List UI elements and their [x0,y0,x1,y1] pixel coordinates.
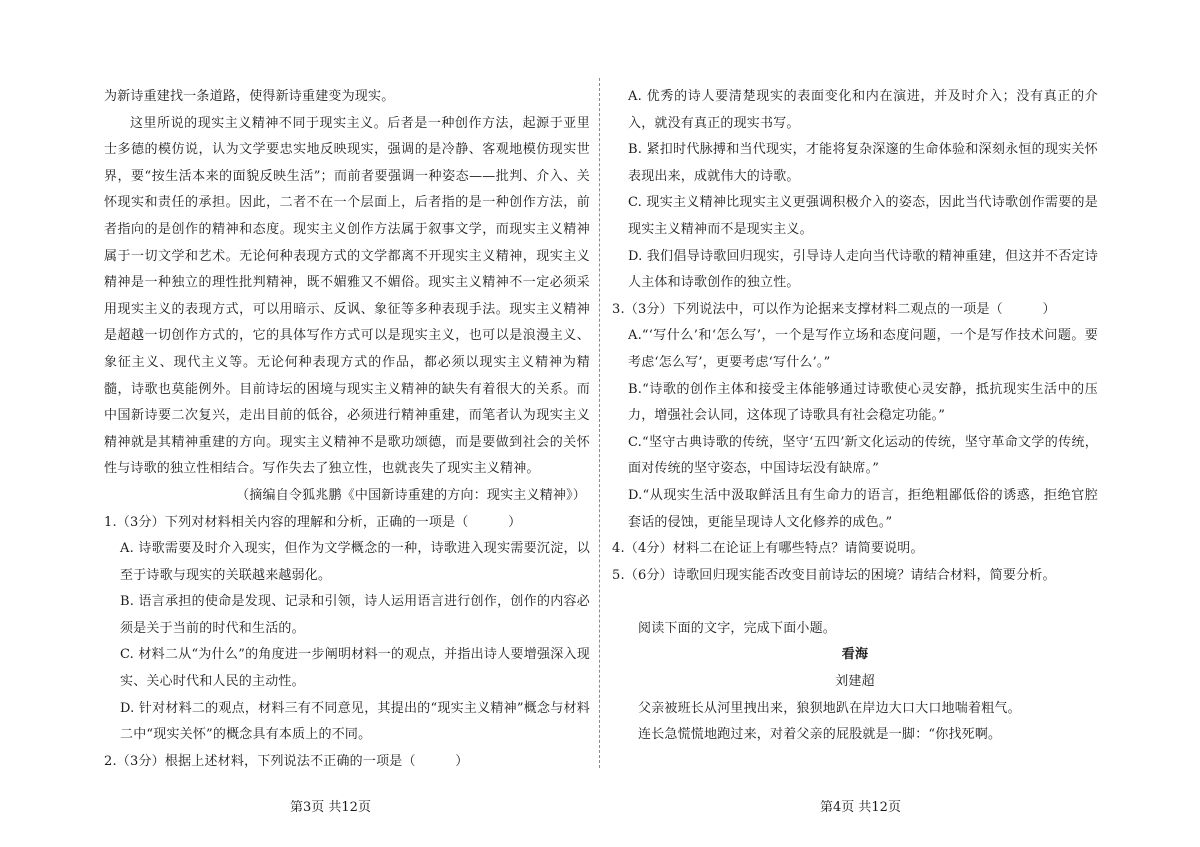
question-3-option-d: D.“从现实生活中汲取鲜活且有生命力的语言，拒绝粗鄙低俗的诱惑，拒绝官腔套话的侵蚀，更能呈现诗人文化修养的成色。” [628,487,1098,530]
question-1-option-c: C. 材料二从“为什么”的角度进一步阐明材料一的观点，并指出诗人要增强深入现实、关心时代和人民的主动性。 [120,647,590,690]
question-3: 3.（3分）下列说法中，可以作为论据来支撑材料二观点的一项是（ ） [612,301,1056,317]
question-3-option-a: A.“‘写什么’和‘怎么写’，一个是写作立场和态度问题，一个是写作技术问题。要考虑‘怎么写’，更要考虑‘写什么’。” [628,328,1098,370]
question-3-option-b: B.“诗歌的创作主体和接受主体能够通过诗歌使心灵安静，抵抗现实生活中的压力，增强社会认同，这体现了诗歌具有社会稳定功能。” [628,381,1098,424]
question-2-option-b: B. 紧扣时代脉搏和当代现实，才能将复杂深邃的生命体验和深刻永恒的现实关怀表现出来，成就伟大的诗歌。 [628,142,1098,184]
question-2-option-c: C. 现实主义精神比现实主义更强调积极介入的姿态，因此当代诗歌创作需要的是现实主义精神而不是现实主义。 [628,195,1098,237]
page-number-left: 第3页 共12页 [290,800,371,815]
question-5: 5.（6分）诗歌回归现实能否改变目前诗坛的困境？请结合材料，简要分析。 [612,567,1056,583]
page-divider [599,78,600,768]
question-1: 1.（3分）下列对材料相关内容的理解和分析，正确的一项是（ ） [104,514,522,530]
story-paragraph-1: 父亲被班长从河里拽出来，狼狈地趴在岸边大口大口地喘着粗气。 [638,700,1021,716]
question-2-option-d: D. 我们倡导诗歌回归现实，引导诗人走向当代诗歌的精神重建，但这并不否定诗人主体和诗歌创作的独立性。 [628,248,1098,291]
spacer [612,589,1098,616]
story-paragraph-2: 连长急慌慌地跑过来，对着父亲的屁股就是一脚：“你找死啊。 [638,727,1002,743]
story-title: 看海 [841,647,869,663]
question-2-option-a: A. 优秀的诗人要清楚现实的表面变化和内在演进，并及时介入；没有真正的介入，就没有真正的现实书写。 [628,89,1098,131]
page-number-right: 第4页 共12页 [820,800,901,815]
right-column [612,84,1098,749]
story-author: 刘建超 [835,674,875,690]
paragraph-continuation: 为新诗重建找一条道路，使得新诗重建变为现实。 [104,89,395,104]
reading-instruction: 阅读下面的文字，完成下面小题。 [638,620,837,636]
question-4: 4.（4分）材料二在论证上有哪些特点？请简要说明。 [612,541,924,557]
source-citation: （摘编自令狐兆鹏《中国新诗重建的方向：现实主义精神》） [236,487,586,503]
question-1-option-a: A. 诗歌需要及时介入现实，但作为文学概念的一种，诗歌进入现实需要沉淀，以至于诗歌与现实的关联越来越弱化。 [120,541,590,583]
left-column [104,84,590,775]
question-3-option-c: C.“坚守古典诗歌的传统，坚守‘五四’新文化运动的传统，坚守革命文学的传统，面对传统的坚守姿态，中国诗坛没有缺席。” [628,434,1098,477]
question-2: 2.（3分）根据上述材料，下列说法不正确的一项是（ ） [104,753,469,769]
paragraph-realism-spirit: 这里所说的现实主义精神不同于现实主义。后者是一种创作方法，起源于亚里士多德的模仿说，认为文学要忠实地反映现实，强调的是冷静、客观地模仿现实世界，要“按生活本来的面貌反映生活”；而前者要强调一种姿态——批判、介入、关怀现实和责任的承担。因此，二者不在一个层面上，后者指的是一种创作方法，前者指向的是创作的精神和态度。现实主义创作方法属于叙事文学，而现实主义精神属于一切文学和艺术。无论何种表现方式的文学都离不开现实主义精神，现实主义精神是一种独立的理性批判精神，既不媚雅又不媚俗。现实主义精神不一定必须采用现实主义的表现方式，可以用暗示、反讽、象征等多种表现手法。现实主义精神是超越一切创作方式的，它的具体写作方式可以是现实主义，也可以是浪漫主义、象征主义、现代主义等。无论何种表现方式的作品，都必须以现实主义精神为精髓，诗歌也莫能例外。目前诗坛的困境与现实主义精神的缺失有着很大的关系。而中国新诗要二次复兴，走出目前的低谷，必须进行精神重建，而笔者认为现实主义精神就是其精神重建的方向。现实主义精神不是歌功颂德，而是要做到社会的关怀性与诗歌的独立性相结合。写作失去了独立性，也就丧失了现实主义精神。 [104,115,590,477]
question-1-option-d: D. 针对材料二的观点，材料三有不同意见，其提出的“现实主义精神”概念与材料二中“现实关怀”的概念具有本质上的不同。 [120,700,590,743]
question-1-option-b: B. 语言承担的使命是发现、记录和引领，诗人运用语言进行创作，创作的内容必须是关于当前的时代和生活的。 [120,594,590,636]
